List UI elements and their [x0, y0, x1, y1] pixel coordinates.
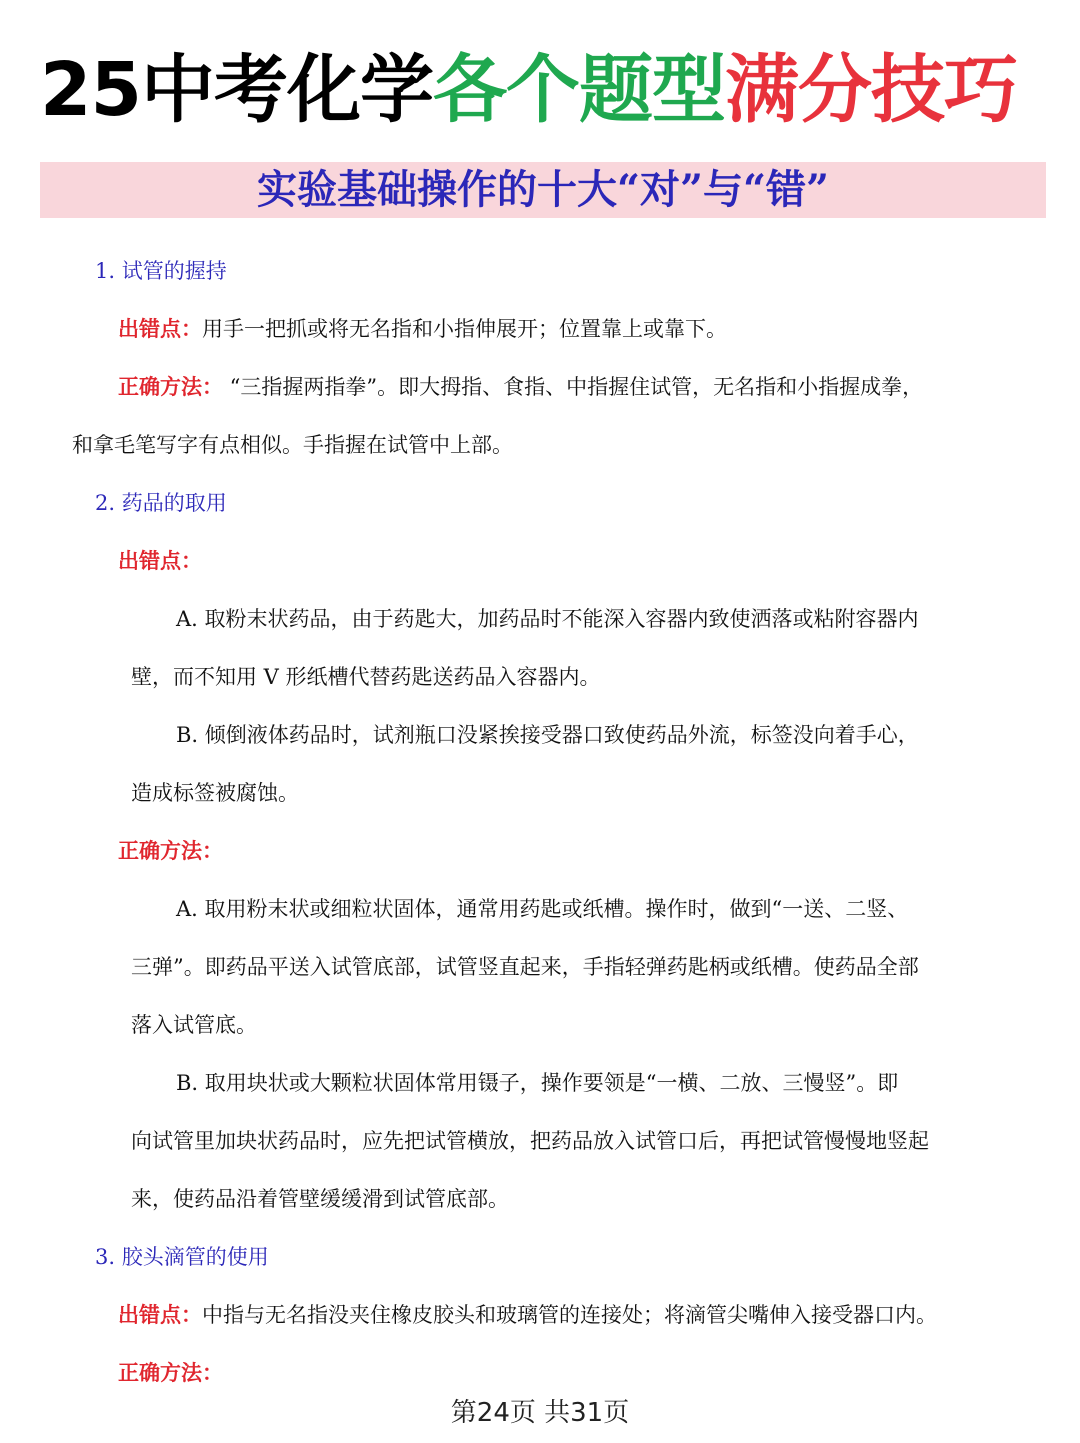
section-heading: 3. 胶头滴管的使用: [95, 1245, 269, 1269]
correct-text: “三指握两指拳”。即大拇指、食指、中指握住试管，无名指和小指握成拳，: [223, 375, 924, 399]
correct-label: 正确方法：: [118, 838, 223, 863]
title-part-red: 满分技巧: [724, 47, 1017, 133]
error-text: 用手一把抓或将无名指和小指伸展开；位置靠上或靠下。: [202, 317, 727, 341]
error-text: 中指与无名指没夹住橡皮胶头和玻璃管的连接处；将滴管尖嘴伸入接受器口内。: [202, 1303, 937, 1327]
subtitle: 实验基础操作的十大“对”与“错”: [256, 166, 830, 213]
correct-label: 正确方法：: [118, 1360, 223, 1385]
error-item-b-continued: 造成标签被腐蚀。: [131, 781, 299, 805]
correct-text-continued: 和拿毛笔写字有点相似。手指握在试管中上部。: [72, 433, 513, 457]
correct-item-b-continued: 来，使药品沿着管壁缓缓滑到试管底部。: [131, 1187, 509, 1211]
correct-item-a-continued: 落入试管底。: [131, 1013, 257, 1037]
error-item-a-continued: 壁，而不知用 V 形纸槽代替药匙送药品入容器内。: [131, 665, 601, 689]
error-point: [118, 1300, 937, 1330]
page-indicator: 第24页 共31页: [450, 1398, 630, 1428]
correct-item-a: A. 取用粉末状或细粒状固体，通常用药匙或纸槽。操作时，做到“一送、二竖、: [176, 897, 909, 921]
section-heading: 1. 试管的握持: [95, 259, 227, 283]
error-label: 出错点：: [118, 316, 202, 341]
correct-method: [118, 372, 923, 402]
section-heading: 2. 药品的取用: [95, 491, 227, 515]
correct-label: 正确方法：: [118, 374, 223, 399]
correct-item-a-continued: 三弹”。即药品平送入试管底部，试管竖直起来，手指轻弹药匙柄或纸槽。使药品全部: [131, 955, 919, 979]
subtitle-banner: [40, 162, 1046, 218]
title-part-black: 25中考化学: [40, 47, 433, 133]
error-point: [118, 314, 727, 344]
correct-item-b: B. 取用块状或大颗粒状固体常用镊子，操作要领是“一横、二放、三慢竖”。即: [176, 1071, 899, 1095]
main-title: [40, 40, 1050, 140]
correct-item-b-continued: 向试管里加块状药品时，应先把试管横放，把药品放入试管口后，再把试管慢慢地竖起: [131, 1129, 929, 1153]
error-label: 出错点：: [118, 1302, 202, 1327]
error-item-b: B. 倾倒液体药品时，试剂瓶口没紧挨接受器口致使药品外流，标签没向着手心，: [176, 723, 919, 747]
title-part-green: 各个题型: [432, 47, 725, 133]
error-label: 出错点：: [118, 548, 202, 573]
error-item-a: A. 取粉末状药品，由于药匙大，加药品时不能深入容器内致使洒落或粘附容器内: [176, 607, 919, 631]
